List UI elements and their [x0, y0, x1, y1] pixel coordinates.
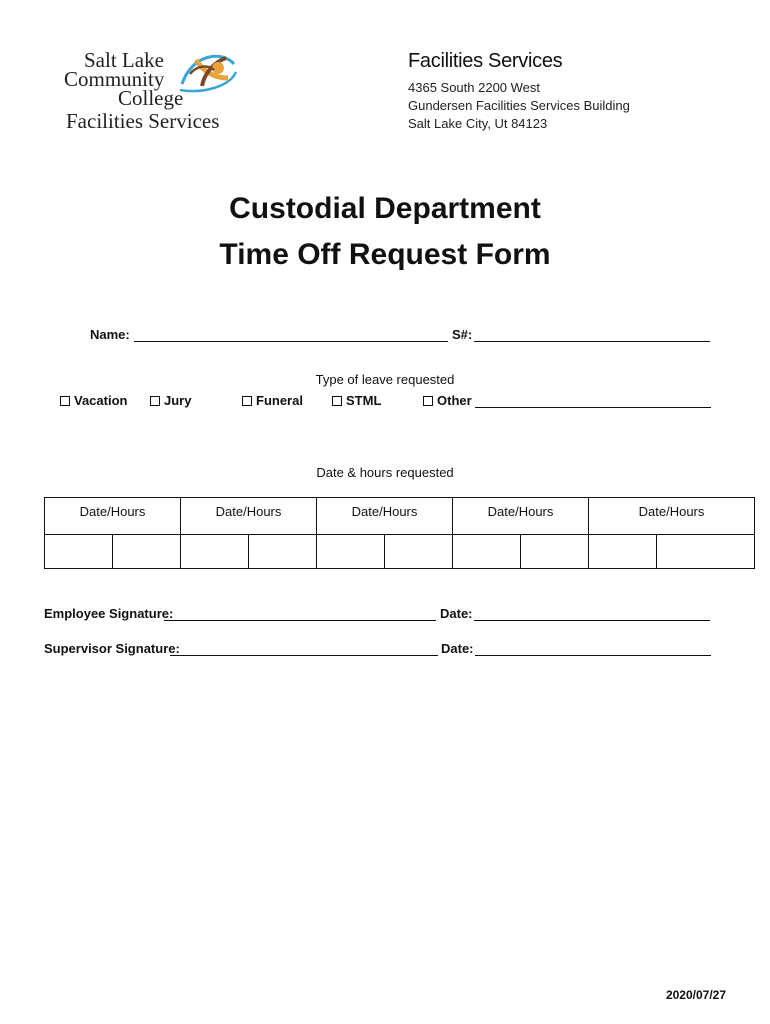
form-title-department: Custodial Department — [229, 192, 541, 225]
date-cell[interactable] — [453, 535, 521, 569]
checkbox-icon[interactable] — [60, 396, 70, 406]
checkbox-icon[interactable] — [423, 396, 433, 406]
leave-type-heading: Type of leave requested — [315, 372, 455, 387]
date-cell[interactable] — [45, 535, 113, 569]
s-number-field[interactable] — [474, 341, 710, 342]
date-hours-header: Date/Hours — [181, 498, 317, 535]
date-hours-header: Date/Hours — [45, 498, 181, 535]
hours-cell[interactable] — [385, 535, 453, 569]
leave-option-vacation[interactable] — [60, 393, 127, 408]
leave-option-label: Other — [437, 393, 472, 408]
logo-line-college: College — [118, 86, 184, 110]
leave-option-jury[interactable] — [150, 393, 191, 408]
date-hours-table — [44, 497, 755, 569]
employee-signature-field[interactable] — [164, 620, 436, 621]
hours-cell[interactable] — [657, 535, 755, 569]
leave-option-label: STML — [346, 393, 382, 408]
form-title-form: Time Off Request Form — [219, 238, 551, 271]
header-title: Facilities Services — [408, 50, 563, 72]
leave-option-other[interactable] — [423, 393, 472, 408]
date-hours-header: Date/Hours — [589, 498, 755, 535]
college-logo — [56, 48, 256, 140]
supervisor-signature-field[interactable] — [170, 655, 438, 656]
other-leave-field[interactable] — [475, 407, 711, 408]
date-hours-header: Date/Hours — [453, 498, 589, 535]
supervisor-date-label: Date: — [441, 641, 474, 656]
leave-option-funeral[interactable] — [242, 393, 303, 408]
logo-line-salt-lake: Salt Lake — [84, 48, 164, 72]
date-hours-header: Date/Hours — [317, 498, 453, 535]
hours-cell[interactable] — [249, 535, 317, 569]
supervisor-signature-label: Supervisor Signature: — [44, 641, 180, 656]
hours-cell[interactable] — [113, 535, 181, 569]
logo-line-community: Community — [64, 67, 165, 91]
date-cell[interactable] — [317, 535, 385, 569]
supervisor-date-field[interactable] — [475, 655, 711, 656]
checkbox-icon[interactable] — [242, 396, 252, 406]
dates-heading: Date & hours requested — [316, 465, 454, 480]
s-number-label: S#: — [452, 327, 473, 342]
employee-date-field[interactable] — [474, 620, 710, 621]
checkbox-icon[interactable] — [150, 396, 160, 406]
leave-option-label: Funeral — [256, 393, 303, 408]
employee-date-label: Date: — [440, 606, 473, 621]
revision-date: 2020/07/27 — [665, 988, 726, 1002]
hours-cell[interactable] — [521, 535, 589, 569]
address-building: Gundersen Facilities Services Building — [408, 98, 630, 113]
swirl-emblem-icon — [174, 48, 240, 96]
name-label: Name: — [90, 327, 130, 342]
name-field[interactable] — [134, 341, 448, 342]
logo-line-facilities: Facilities Services — [66, 109, 220, 133]
checkbox-icon[interactable] — [332, 396, 342, 406]
date-cell[interactable] — [181, 535, 249, 569]
leave-option-label: Vacation — [74, 393, 128, 408]
leave-option-stml[interactable] — [332, 393, 381, 408]
leave-option-label: Jury — [164, 393, 192, 408]
employee-signature-label: Employee Signature: — [44, 606, 174, 621]
date-cell[interactable] — [589, 535, 657, 569]
address-city: Salt Lake City, Ut 84123 — [408, 116, 548, 131]
address-street: 4365 South 2200 West — [408, 80, 541, 95]
